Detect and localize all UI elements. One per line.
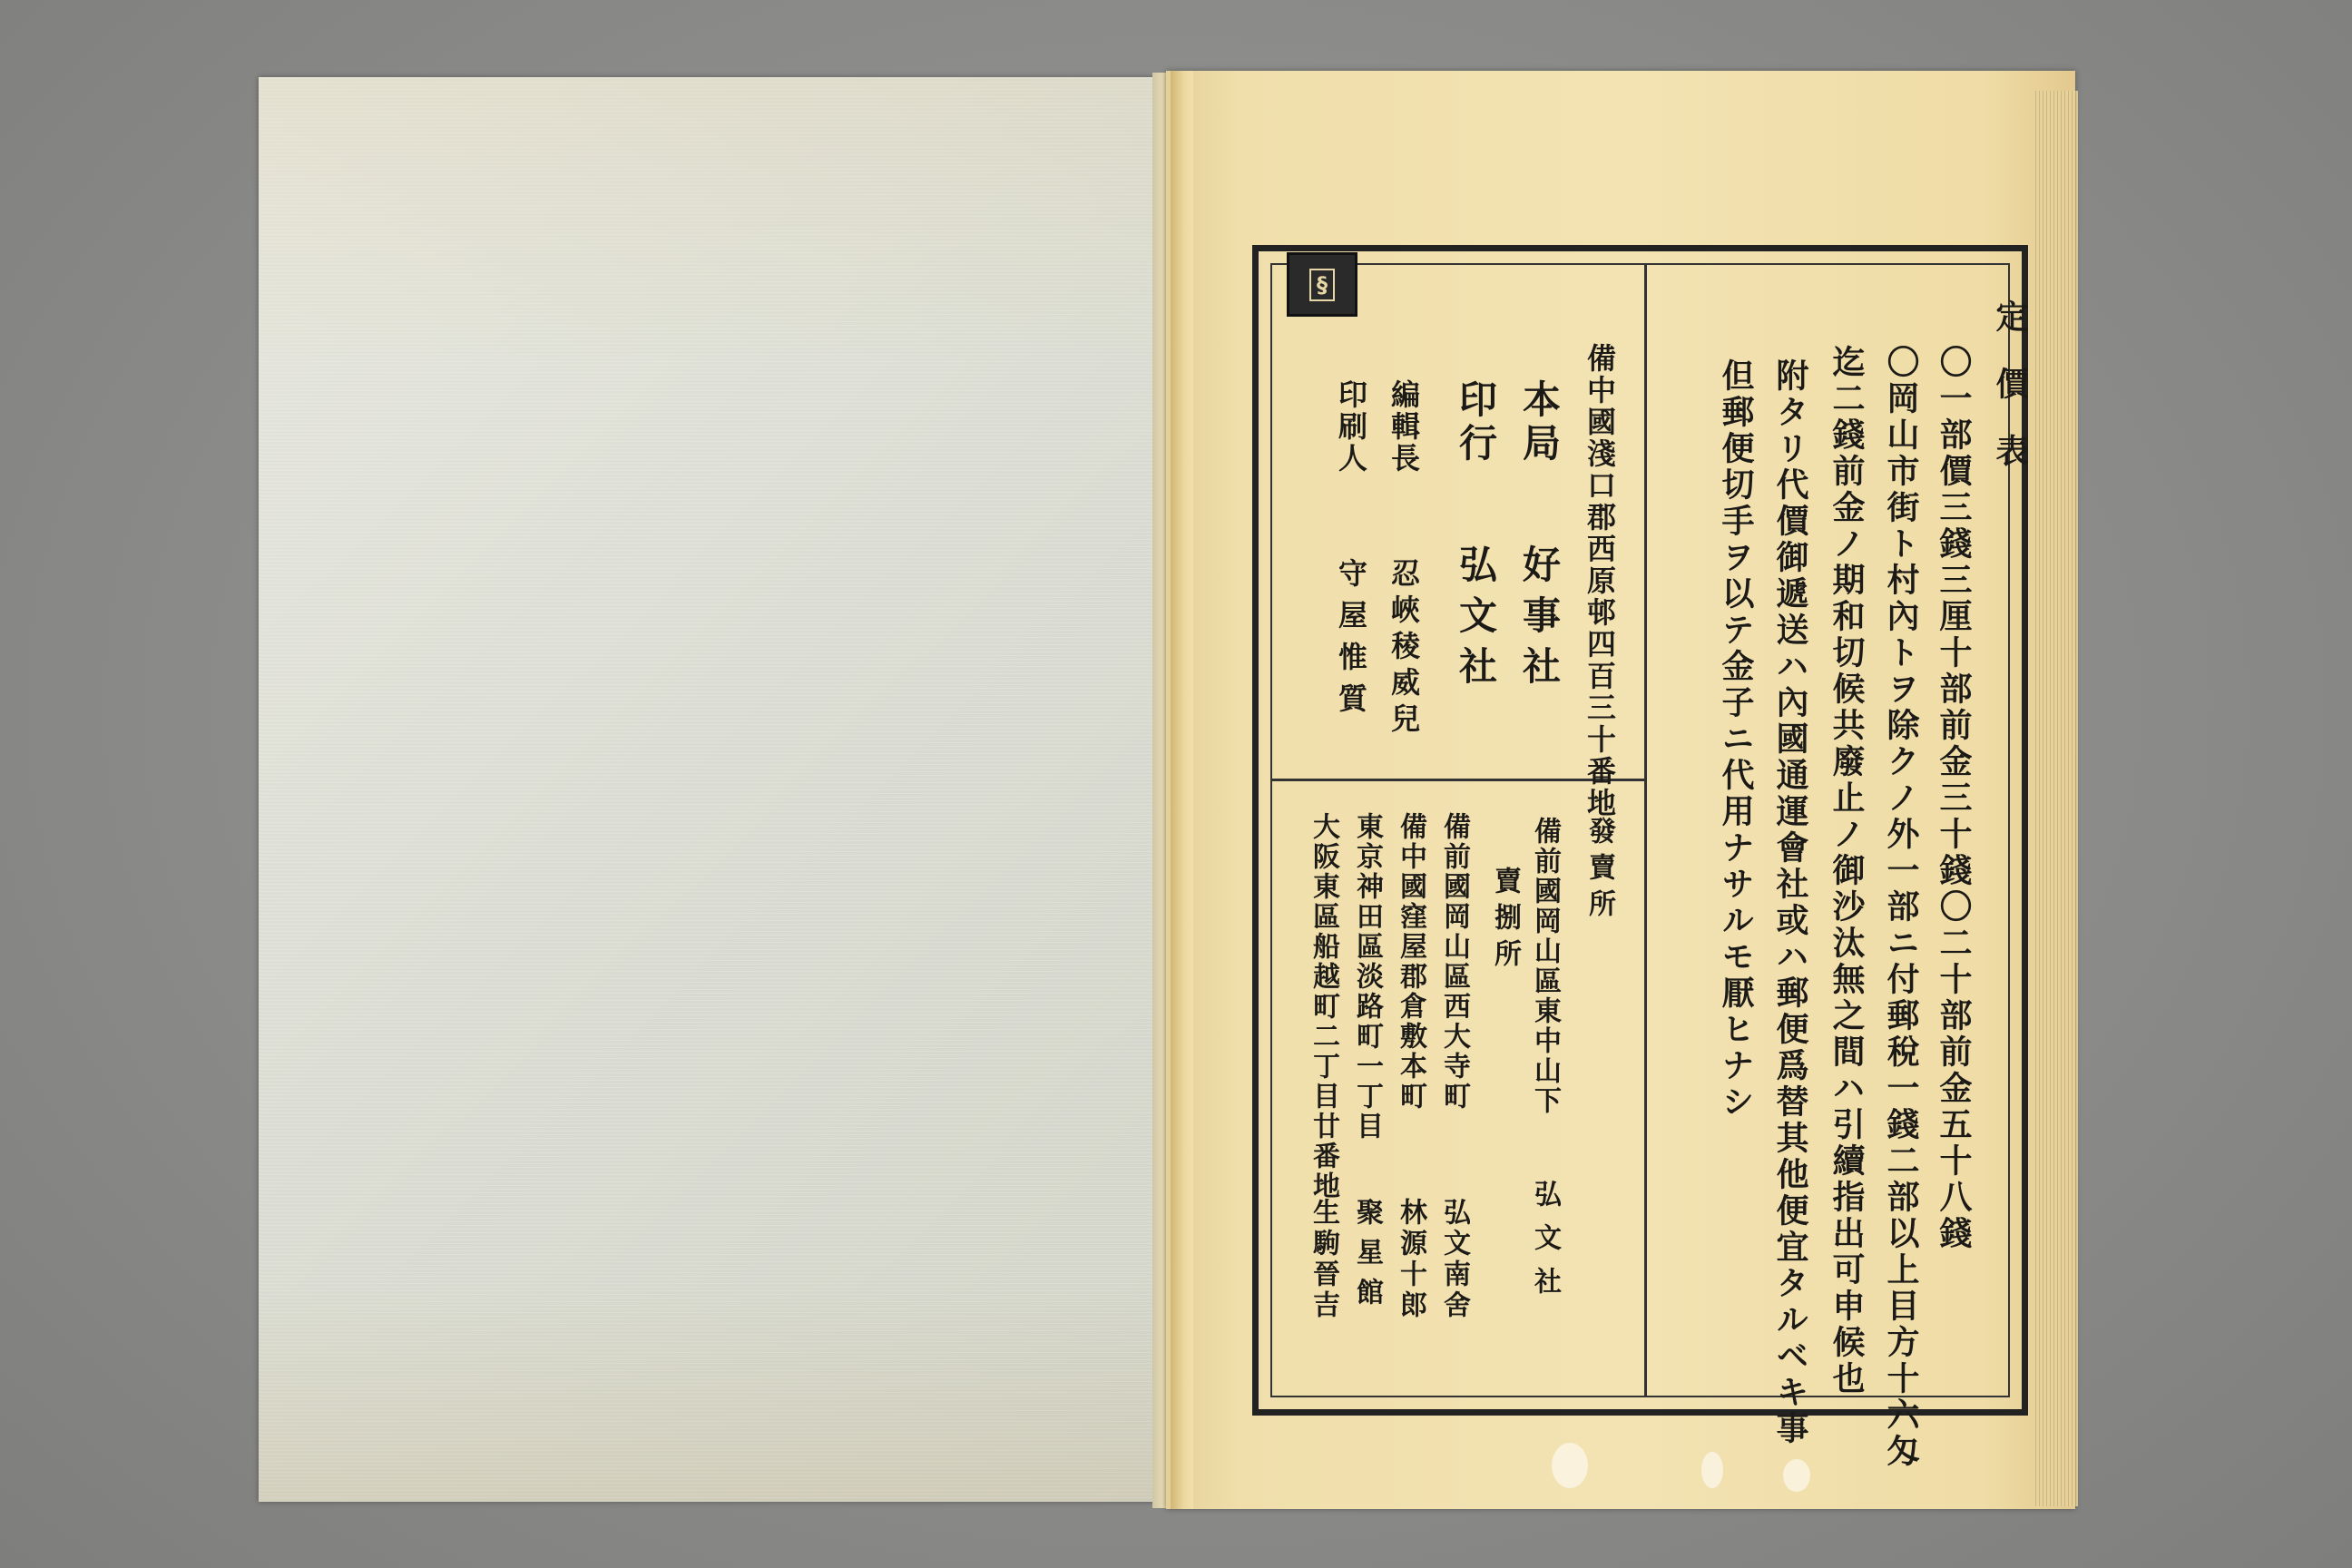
seller-3-name: 聚星館 xyxy=(1351,1198,1383,1318)
publisher-address: 備中國淺口郡西原邨四百三十番地 xyxy=(1583,343,1617,819)
paper-wear-mark xyxy=(1701,1452,1723,1488)
sub-seller-heading: 賣捌所 xyxy=(1489,867,1521,975)
frame-vertical-divider xyxy=(1644,265,1647,1396)
seller-4-name: 生駒晉吉 xyxy=(1308,1198,1339,1321)
editor-label: 編輯長 xyxy=(1387,379,1421,475)
honkyoku-label: 本局 xyxy=(1517,379,1562,466)
main-seller-heading: 發賣所 xyxy=(1583,817,1615,926)
seller-1-name: 弘文南舍 xyxy=(1438,1198,1470,1321)
seller-3-address: 東京神田區淡路町一丁目 xyxy=(1351,812,1383,1142)
main-seller-name: 弘文社 xyxy=(1529,1180,1561,1310)
price-line-3: 迄二錢前金ノ期和切候共廢止ノ御沙汰無之間ハ引續指出可申候也 xyxy=(1828,345,1866,1397)
page-edge-stack xyxy=(2033,91,2078,1506)
seller-4-address: 大阪東區船越町二丁目廿番地 xyxy=(1308,812,1339,1201)
price-table-title: 定價表 xyxy=(1991,299,2029,501)
honkyoku-name: 好事社 xyxy=(1517,544,1562,697)
editor-name: 忍峽稜威兒 xyxy=(1387,558,1421,740)
inkou-name: 弘文社 xyxy=(1454,544,1498,697)
publisher-seal-icon: § xyxy=(1287,252,1357,317)
seller-1-address: 備前國岡山區西大寺町 xyxy=(1438,812,1470,1112)
paper-wear-mark xyxy=(1783,1459,1810,1492)
printer-label: 印刷人 xyxy=(1334,379,1368,475)
binding-gutter xyxy=(1171,71,1193,1509)
left-cover-page xyxy=(259,77,1161,1502)
seller-2-address: 備中國窪屋郡倉敷本町 xyxy=(1395,812,1426,1112)
price-line-2: 〇岡山市街ト村內トヲ除クノ外一部ニ付郵稅一錢二部以上目方十六匁 xyxy=(1882,345,1920,1470)
price-line-1: 〇一部價三錢三厘十部前金三十錢〇二十部前金五十八錢 xyxy=(1935,345,1973,1252)
main-seller-address: 備前國岡山區東中山下 xyxy=(1529,817,1561,1116)
price-line-5: 但郵便切手ヲ以テ金子ニ代用ナサルモ厭ヒナシ xyxy=(1717,358,1755,1121)
seller-2-name: 林源十郎 xyxy=(1395,1198,1426,1321)
inkou-label: 印行 xyxy=(1454,379,1498,466)
printer-name: 守屋惟質 xyxy=(1334,558,1368,725)
price-line-4: 附タリ代價御遞送ハ內國通運會社或ハ郵便爲替其他便宜タルベキ事 xyxy=(1771,358,1809,1447)
paper-wear-mark xyxy=(1552,1443,1588,1488)
